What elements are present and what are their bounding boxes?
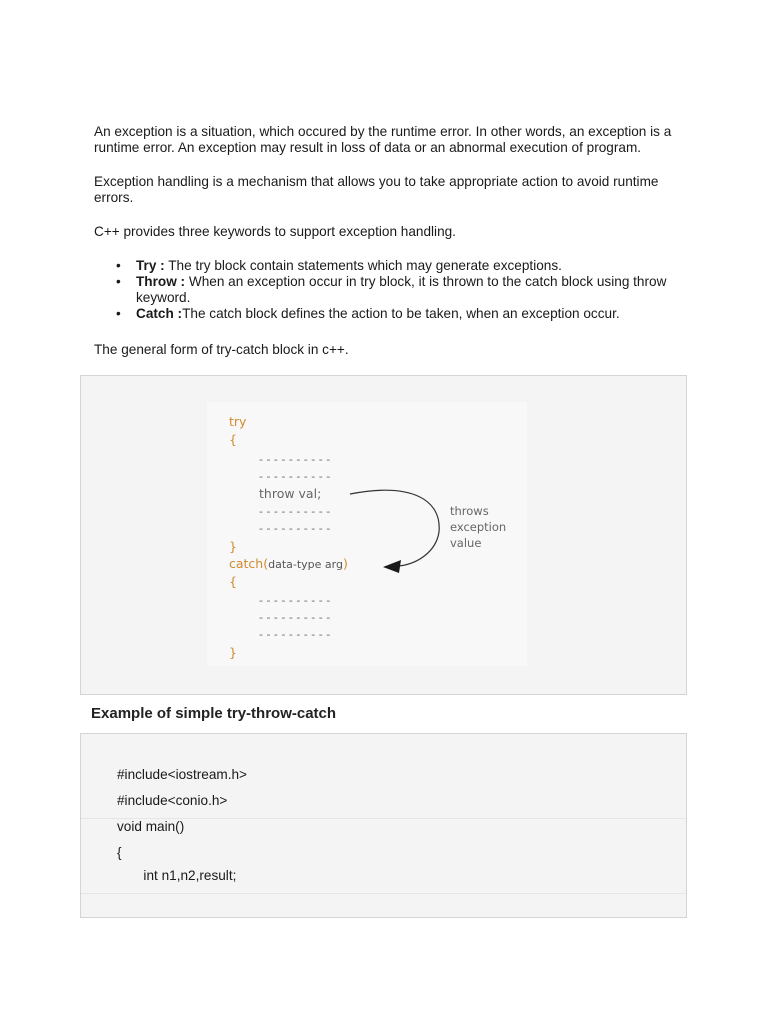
placeholder-line: - - - - - - - - - - — [259, 628, 331, 641]
try-keyword: try — [229, 414, 247, 429]
throw-statement: throw val; — [259, 486, 322, 501]
catch-parameter: data-type arg — [268, 558, 343, 571]
list-item-try — [116, 258, 686, 274]
code-line: #include<iostream.h> — [117, 767, 247, 782]
placeholder-line: - - - - - - - - - - — [259, 505, 331, 518]
bullet-icon: • — [116, 306, 121, 321]
placeholder-line: - - - - - - - - - - — [259, 611, 331, 624]
intro-paragraph-1: An exception is a situation, which occured by the runtime error. In other words, an exception is a runtime error. An exception may result in loss of data or an abnormal execution of program. — [94, 124, 672, 155]
code-divider — [81, 893, 686, 894]
list-item-throw — [116, 274, 686, 306]
diagram-svg — [207, 402, 527, 666]
code-line: { — [117, 845, 122, 860]
arrow-label-line-3: value — [450, 536, 482, 550]
intro-paragraph-2: Exception handling is a mechanism that allows you to take appropriate action to avoid runtime errors. — [94, 174, 659, 205]
catch-open-brace: { — [229, 574, 237, 589]
keyword-description: When an exception occur in try block, it is thrown to the catch block using throw keyword. — [136, 274, 667, 305]
try-close-brace: } — [229, 539, 237, 554]
catch-close-brace: } — [229, 645, 237, 660]
catch-close-paren: ) — [342, 556, 348, 571]
arrowhead-icon — [383, 560, 401, 573]
placeholder-line: - - - - - - - - - - — [259, 594, 331, 607]
placeholder-line: - - - - - - - - - - — [259, 470, 331, 483]
placeholder-line: - - - - - - - - - - — [259, 453, 331, 466]
intro-paragraph-4: The general form of try-catch block in c++. — [94, 342, 349, 357]
throw-to-catch-arrow — [350, 490, 439, 566]
keyword-description: The catch block defines the action to be taken, when an exception occur. — [182, 306, 620, 321]
arrow-label-line-1: throws — [450, 504, 489, 518]
catch-statement — [229, 556, 348, 571]
try-open-brace: { — [229, 432, 237, 447]
bullet-icon: • — [116, 258, 121, 273]
catch-keyword: catch( — [229, 556, 269, 571]
code-block — [80, 733, 687, 918]
code-line: void main() — [117, 819, 185, 834]
arrow-label-line-2: exception — [450, 520, 507, 534]
figure-container — [80, 375, 687, 695]
keyword-term: Try : — [136, 258, 165, 273]
list-item-catch — [116, 306, 686, 322]
example-heading: Example of simple try-throw-catch — [91, 705, 337, 722]
intro-paragraph-3: C++ provides three keywords to support exception handling. — [94, 224, 456, 239]
placeholder-line: - - - - - - - - - - — [259, 522, 331, 535]
keyword-description: The try block contain statements which may generate exceptions. — [164, 258, 562, 273]
code-line: #include<conio.h> — [117, 793, 228, 808]
keyword-term: Throw : — [136, 274, 186, 289]
bullet-icon: • — [116, 274, 121, 289]
code-line: int n1,n2,result; — [117, 868, 237, 883]
try-catch-diagram — [207, 402, 527, 666]
keyword-list — [116, 258, 686, 322]
keyword-term: Catch : — [136, 306, 183, 321]
